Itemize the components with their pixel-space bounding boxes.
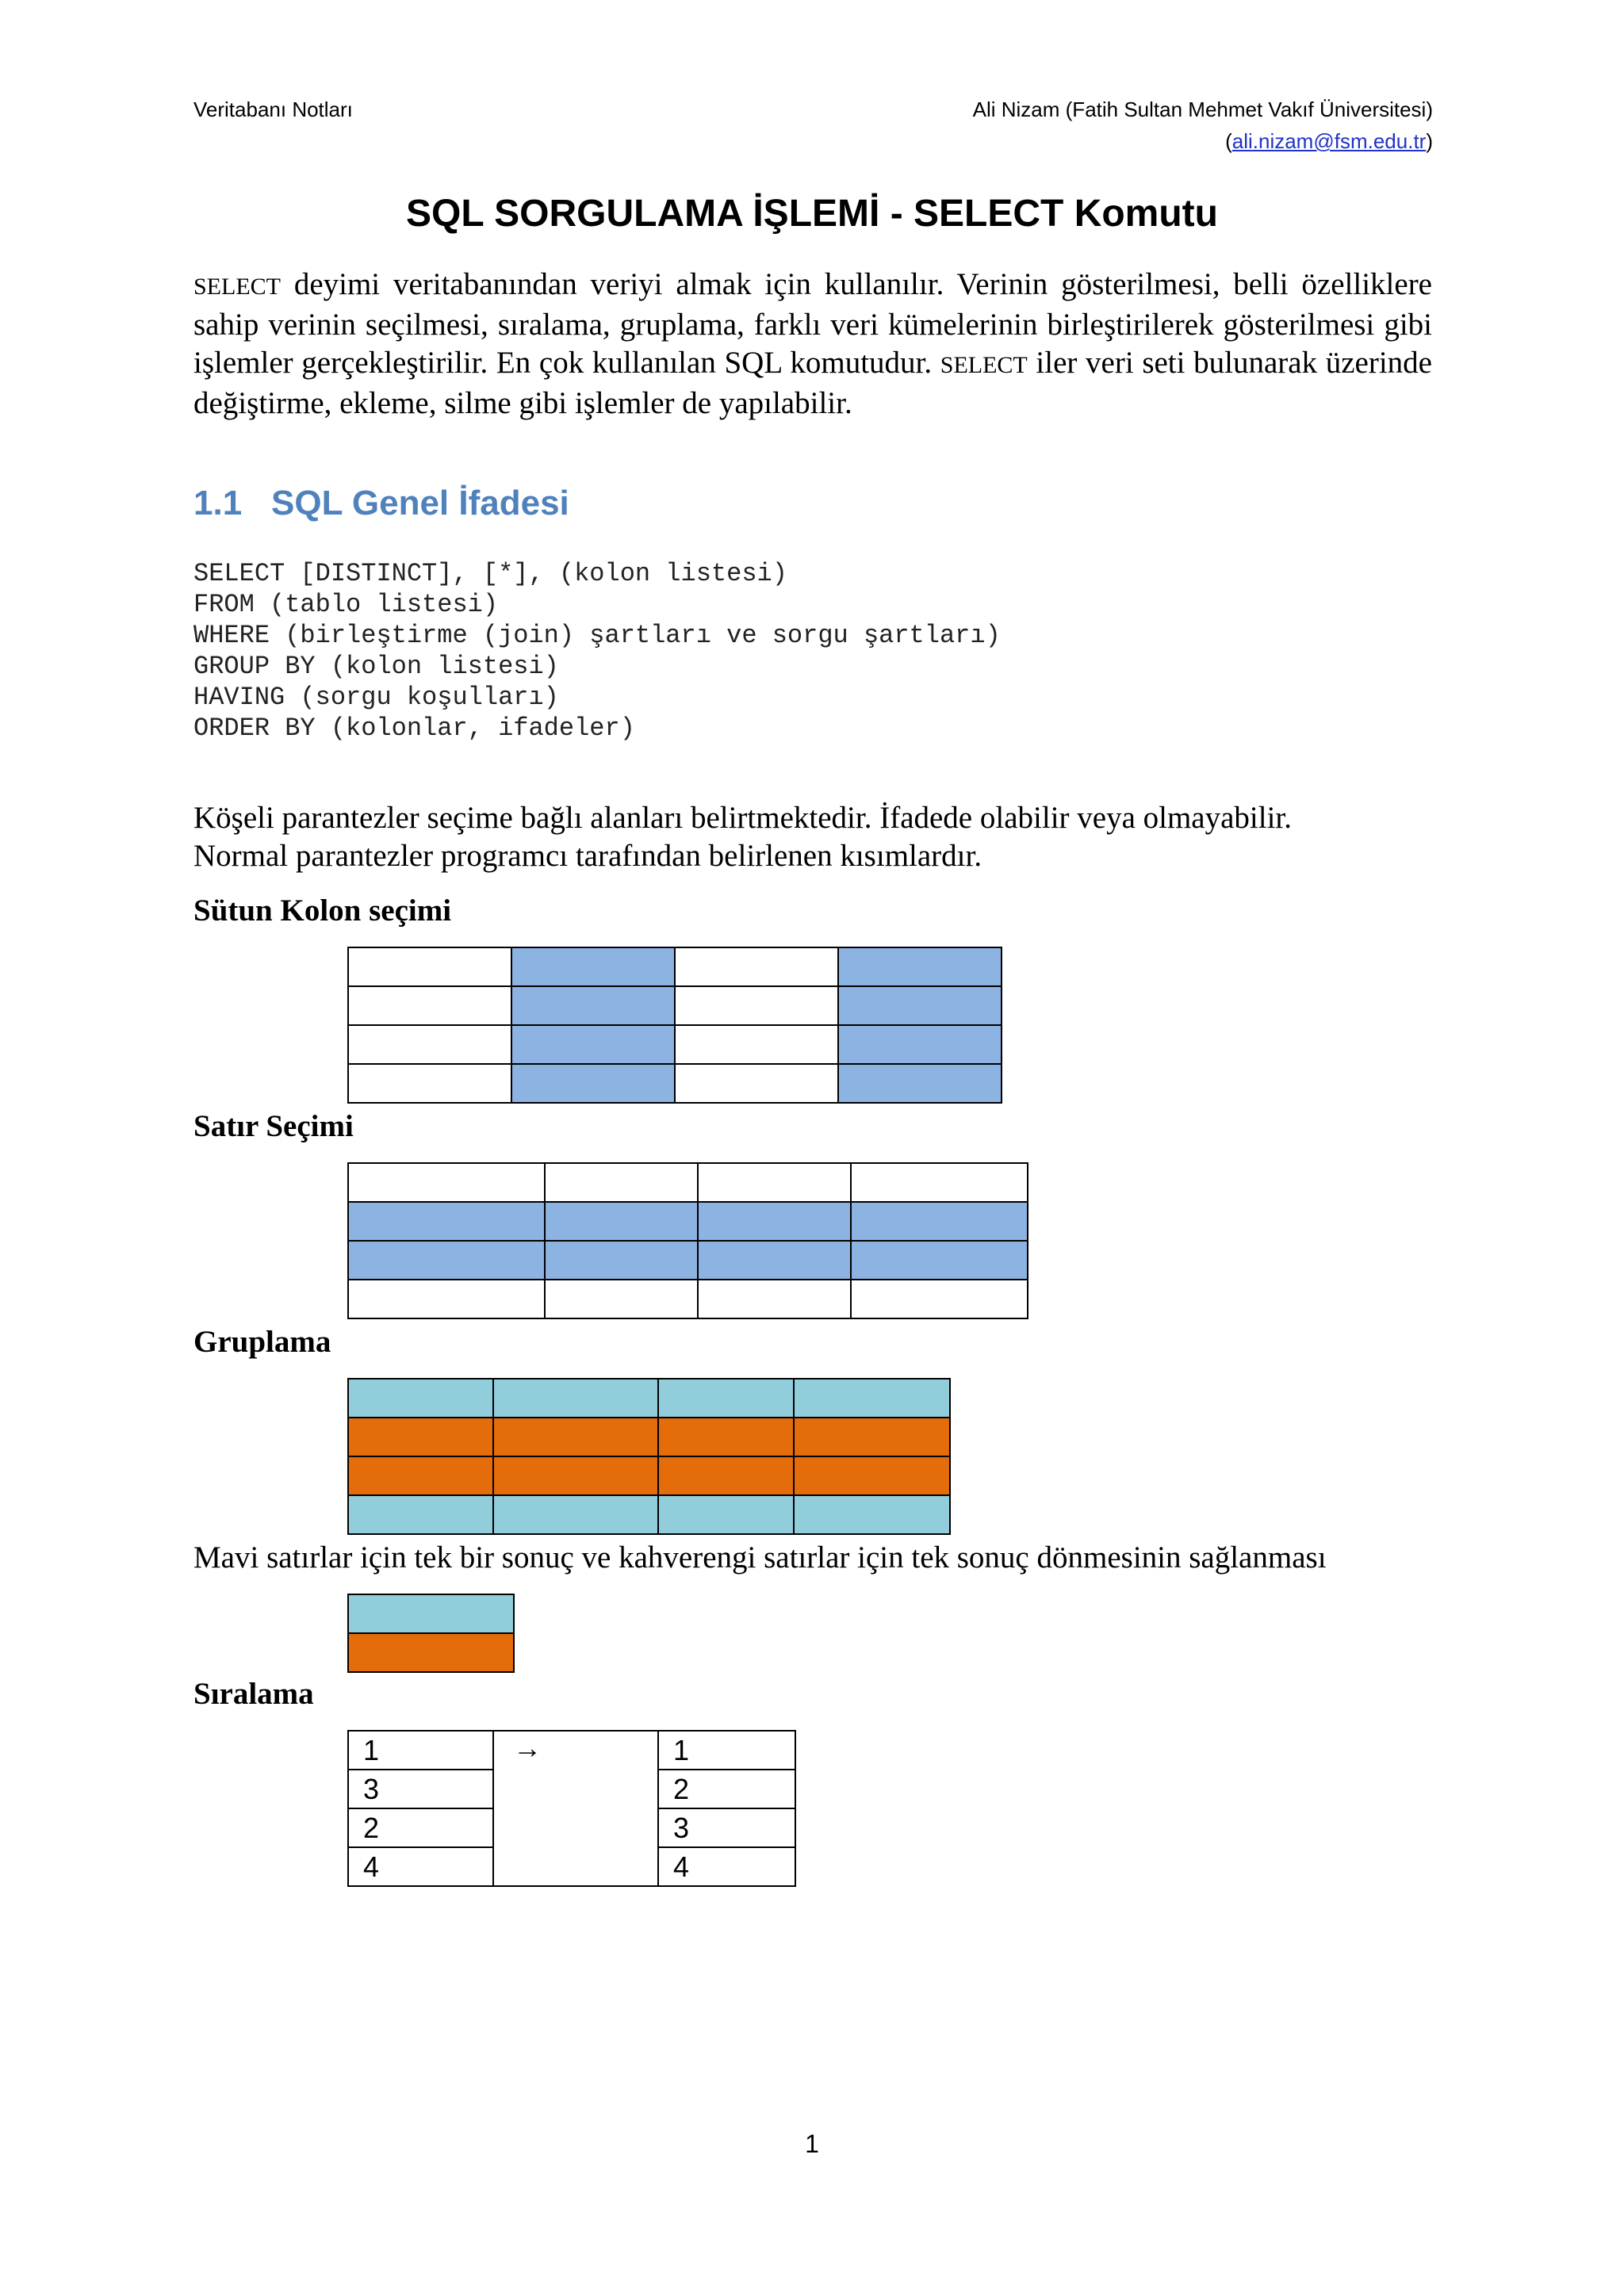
cell — [348, 1064, 511, 1103]
table-row — [348, 1241, 1028, 1280]
table-row — [348, 986, 1002, 1025]
teal-cell — [348, 1379, 493, 1418]
selected-cell — [545, 1241, 698, 1280]
cell — [348, 1163, 545, 1202]
code-line: ORDER BY (kolonlar, ifadeler) — [193, 714, 635, 743]
grouping-note: Mavi satırlar için tek bir sonuç ve kahverengi satırlar için tek sonuç dönmesinin sağlanması — [193, 1540, 1327, 1575]
selected-cell — [511, 1025, 675, 1064]
table-row — [348, 1495, 950, 1534]
selected-cell — [545, 1202, 698, 1241]
email-close: ) — [1426, 129, 1433, 153]
table-row — [348, 947, 1002, 986]
select-keyword: SELECT — [193, 274, 281, 300]
code-line: FROM (tablo listesi) — [193, 590, 499, 619]
cell — [348, 947, 511, 986]
selected-cell — [838, 986, 1002, 1025]
teal-cell — [348, 1594, 514, 1633]
explanation-paragraph — [193, 799, 1292, 875]
unsorted-cell: 4 — [348, 1847, 493, 1886]
table-row — [348, 1594, 514, 1633]
cell — [675, 947, 838, 986]
teal-cell — [794, 1379, 950, 1418]
sorted-cell: 1 — [658, 1731, 795, 1770]
orange-cell — [658, 1418, 794, 1456]
section-title: SQL Genel İfadesi — [271, 484, 569, 522]
selected-cell — [511, 986, 675, 1025]
selected-cell — [698, 1241, 851, 1280]
orange-cell — [493, 1456, 658, 1495]
selected-cell — [838, 1064, 1002, 1103]
explain-line-1: Köşeli parantezler seçime bağlı alanları belirtmektedir. İfadede olabilir veya olmayabilir. — [193, 801, 1293, 835]
grouping-result-diagram — [347, 1594, 515, 1673]
grouping-label: Gruplama — [193, 1325, 331, 1359]
table-row — [348, 1731, 795, 1770]
sorted-cell: 3 — [658, 1808, 795, 1847]
arrow-right-icon: → — [513, 1732, 542, 1764]
table-row — [348, 1202, 1028, 1241]
code-line: SELECT [DISTINCT], [*], (kolon listesi) — [193, 559, 787, 588]
cell — [348, 1280, 545, 1318]
select-keyword-2: SELECT — [940, 352, 1028, 378]
orange-cell — [348, 1456, 493, 1495]
cell — [348, 1025, 511, 1064]
table-row — [348, 1379, 950, 1418]
header-email-line — [1225, 127, 1433, 155]
orange-cell — [348, 1418, 493, 1456]
code-line: GROUP BY (kolon listesi) — [193, 652, 559, 681]
teal-cell — [658, 1379, 794, 1418]
unsorted-cell: 3 — [348, 1770, 493, 1808]
email-open: ( — [1225, 129, 1232, 153]
teal-cell — [658, 1495, 794, 1534]
table-row — [348, 1025, 1002, 1064]
teal-cell — [794, 1495, 950, 1534]
table-row — [348, 1456, 950, 1495]
header-author: Ali Nizam (Fatih Sultan Mehmet Vakıf Üniversitesi) — [972, 98, 1433, 121]
sorting-diagram — [347, 1730, 796, 1887]
section-heading — [193, 480, 569, 527]
selected-cell — [511, 947, 675, 986]
arrow-cell — [493, 1731, 658, 1886]
cell — [348, 986, 511, 1025]
code-line: HAVING (sorgu koşulları) — [193, 683, 559, 712]
unsorted-cell: 2 — [348, 1808, 493, 1847]
grouping-diagram — [347, 1378, 951, 1535]
page-title: SQL SORGULAMA İŞLEMİ - SELECT Komutu — [406, 193, 1218, 235]
cell — [698, 1163, 851, 1202]
email-link[interactable]: ali.nizam@fsm.edu.tr — [1231, 129, 1427, 153]
table-row — [348, 1280, 1028, 1318]
cell — [675, 986, 838, 1025]
sorted-cell: 2 — [658, 1770, 795, 1808]
cell — [851, 1163, 1028, 1202]
table-row — [348, 1064, 1002, 1103]
cell — [545, 1163, 698, 1202]
table-row — [348, 1163, 1028, 1202]
orange-cell — [658, 1456, 794, 1495]
column-select-diagram — [347, 947, 1002, 1104]
selected-cell — [698, 1202, 851, 1241]
row-select-diagram — [347, 1162, 1028, 1319]
teal-cell — [493, 1379, 658, 1418]
table-row — [348, 1633, 514, 1672]
orange-cell — [794, 1456, 950, 1495]
section-number: 1.1 — [193, 484, 243, 522]
sql-syntax-code — [193, 558, 1001, 744]
code-line: WHERE (birleştirme (join) şartları ve sorgu şartları) — [193, 621, 1001, 650]
table-row — [348, 1418, 950, 1456]
teal-cell — [348, 1495, 493, 1534]
orange-cell — [493, 1418, 658, 1456]
orange-cell — [794, 1418, 950, 1456]
row-select-label: Satır Seçimi — [193, 1109, 354, 1143]
sorting-label: Sıralama — [193, 1677, 314, 1711]
intro-paragraph — [193, 266, 1432, 423]
selected-cell — [851, 1202, 1028, 1241]
selected-cell — [348, 1241, 545, 1280]
explain-line-2: Normal parantezler programcı tarafından belirlenen kısımlardır. — [193, 839, 982, 873]
page-number: 1 — [805, 2130, 819, 2158]
selected-cell — [838, 947, 1002, 986]
cell — [851, 1280, 1028, 1318]
unsorted-cell: 1 — [348, 1731, 493, 1770]
column-select-label: Sütun Kolon seçimi — [193, 894, 452, 928]
orange-cell — [348, 1633, 514, 1672]
cell — [545, 1280, 698, 1318]
sorted-cell: 4 — [658, 1847, 795, 1886]
selected-cell — [511, 1064, 675, 1103]
teal-cell — [493, 1495, 658, 1534]
cell — [675, 1064, 838, 1103]
header-left: Veritabanı Notları — [193, 98, 353, 121]
selected-cell — [838, 1025, 1002, 1064]
selected-cell — [851, 1241, 1028, 1280]
intro-text-2: iler veri seti bulunarak üzerinde değiştirme, ekleme, silme gibi işlemler de yapılabilir. — [193, 346, 1432, 420]
intro-text-1: deyimi veritabanından veriyi almak için kullanılır. Verinin gösterilmesi, belli özelliklere sahip verinin seçilmesi, sıralama, gruplama, farklı veri kümelerinin birleştirilerek gösterilmesi gibi işlemler gerçekleştirilir. En çok kullanılan SQL komutudur. — [193, 267, 1432, 380]
cell — [675, 1025, 838, 1064]
cell — [698, 1280, 851, 1318]
selected-cell — [348, 1202, 545, 1241]
